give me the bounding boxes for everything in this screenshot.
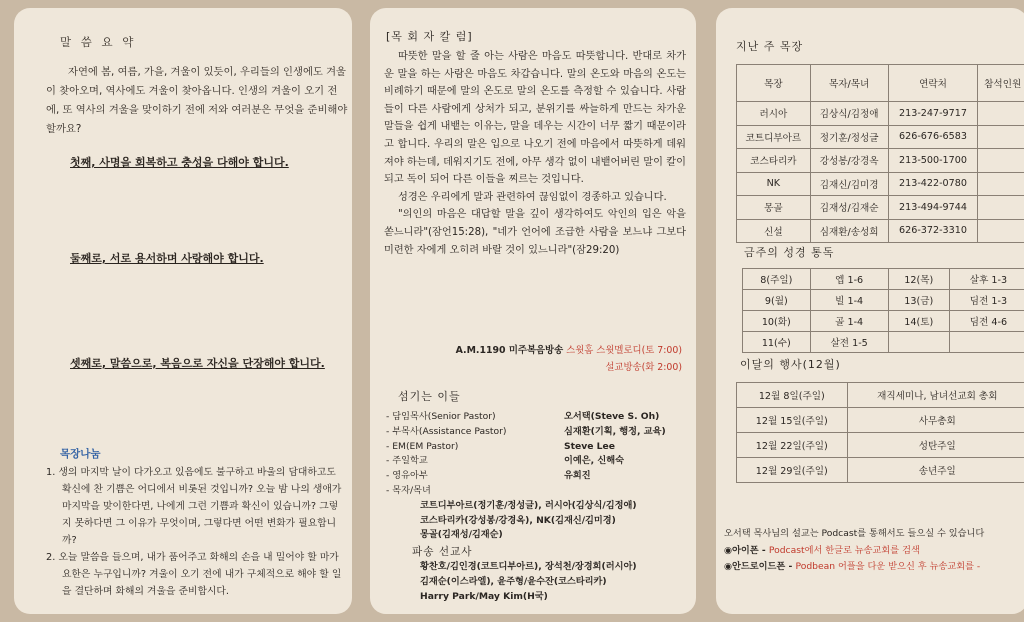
column-paragraph: 따뜻한 말을 할 줄 아는 사람은 마음도 따뜻합니다. 반대로 차가운 말을 하는 사람은 마음도 차갑습니다. 말의 온도와 마음의 온도는 비례하기 때문에 말의 온도로 말의 온도를 측정할 수 있습니다. 사람들이 다른 사람에게 상처가 되고, 분위기를 싸늘하게 만드는 차가운 말들을 쉽게 내뱉는 이유는, 말을 데우는 시간이 너무 짧기 때문이라고 합니다. 우리의 말은 입으로 나오기 전에 마음에서 따뜻하게 데워져야 하는데, 데워지기도 전에, 아무 생각 없이 내뱉어버린 말이 칼이 되고 독이 되어 다른 이들을 찌르는 것입니다. <box>384 51 686 186</box>
table-cell: 골 1-4 <box>810 311 888 332</box>
staff-row <box>386 469 686 484</box>
sermon-point-2: 둘째로, 서로 용서하며 사랑해야 합니다. <box>70 252 264 265</box>
table-row <box>743 269 1024 290</box>
podcast-line: 오서택 목사님의 설교는 Podcast를 통해서도 들으실 수 있습니다 <box>724 528 985 539</box>
list-item: 1. 생의 마지막 날이 다가오고 있음에도 불구하고 바울의 담대하고도 확신에 찬 기쁨은 어디에서 비롯된 것입니까? 오늘 밤 나의 생애가 마지막을 맞이한다면, 나에게 그런 기쁨과 확신이 있습니까? 그렇지 못하다면 그 이유가 무엇이며, 그렇다면 어떤 변화가 필요합니까? <box>46 467 342 546</box>
table-cell: 빌 1-4 <box>810 290 888 311</box>
staff-role: - EM(EM Pastor) <box>386 440 459 452</box>
table-cell: 사무총회 <box>847 408 1024 433</box>
table-cell <box>978 149 1024 173</box>
table-cell: 10(화) <box>743 311 811 332</box>
mokjang-table <box>736 64 1024 243</box>
table-cell <box>978 125 1024 149</box>
missionary-title: 파송 선교사 <box>412 546 473 559</box>
table-cell: 딤전 4-6 <box>949 311 1024 332</box>
table-cell: 몽골 <box>737 196 811 220</box>
staff-role: - 부목사(Assistance Pastor) <box>386 425 507 437</box>
table-row <box>737 408 1024 433</box>
table-cell: 심재환/송성희 <box>810 219 888 243</box>
table-cell <box>978 172 1024 196</box>
table-cell: 13(금) <box>888 290 949 311</box>
column-body <box>384 48 686 259</box>
table-cell: 코트디부아르 <box>737 125 811 149</box>
table-cell: 강성봉/강경옥 <box>810 149 888 173</box>
table-cell: 러시아 <box>737 102 811 126</box>
table-row <box>737 196 1024 220</box>
table-cell: 12월 22일(주일) <box>737 433 848 458</box>
table-cell: 11(수) <box>743 332 811 353</box>
table-cell: 213-494-9744 <box>888 196 978 220</box>
table-cell: 12월 8일(주일) <box>737 383 848 408</box>
table-cell: 14(토) <box>888 311 949 332</box>
shepherd-line: 몽골(김재성/김재순) <box>420 529 503 541</box>
sermon-point-3: 셋째로, 말씀으로, 복음으로 자신을 단장해야 합니다. <box>70 357 325 370</box>
table-row <box>737 102 1024 126</box>
mokjang-sharing-title: 목장나눔 <box>60 448 101 460</box>
table-header-row <box>737 65 1024 102</box>
shepherd-line: 코스타리카(강성봉/강경옥), NK(김재신/김미경) <box>420 514 616 526</box>
column-paragraph: 성경은 우리에게 말과 관련하여 끊임없이 경종하고 있습니다. <box>398 191 667 203</box>
table-cell: 엡 1-6 <box>810 269 888 290</box>
table-cell <box>978 219 1024 243</box>
staff-row <box>386 410 686 425</box>
column-header: 참석인원 <box>978 65 1024 102</box>
column-header: 연락처 <box>888 65 978 102</box>
table-row <box>737 433 1024 458</box>
table-cell: 8(주일) <box>743 269 811 290</box>
bible-reading-title: 금주의 성경 통독 <box>744 246 835 259</box>
column-header: 목장 <box>737 65 811 102</box>
table-row <box>737 458 1024 483</box>
mokjang-sharing-list <box>46 464 346 600</box>
staff-title: 섬기는 이들 <box>398 390 461 403</box>
table-cell: 김재신/김미경 <box>810 172 888 196</box>
podcast-text: Podbean 어플을 다운 받으신 후 뉴송교회를 - <box>795 561 981 572</box>
table-cell: 재직세미나, 남녀선교회 총회 <box>847 383 1024 408</box>
sermon-summary-title: 말 씀 요 약 <box>60 35 137 49</box>
table-cell: 코스타리카 <box>737 149 811 173</box>
list-item: 2. 오늘 말씀을 들으며, 내가 품어주고 화해의 손을 내 밀어야 할 마가요한은 누구입니까? 겨울이 오기 전에 내가 구체적으로 해야 할 일을 결단하며 화해의 겨울을 준비합시다. <box>46 552 342 597</box>
staff-row <box>386 440 686 455</box>
table-row <box>743 332 1024 353</box>
column-paragraph: "의인의 마음은 대답할 말을 깊이 생각하여도 악인의 입은 악을 쏟느니라"(잠언15:28), "네가 언어에 조급한 사람을 보느냐 그보다 미련한 자에게 오히려 바랄 것이 있느니라"(잠29:20) <box>384 209 686 256</box>
staff-name: Steve Lee <box>564 440 615 452</box>
table-cell: 살전 1-5 <box>810 332 888 353</box>
table-cell: 신설 <box>737 219 811 243</box>
staff-name: 이예은, 신해숙 <box>564 455 624 467</box>
table-cell: 김재성/김재순 <box>810 196 888 220</box>
column-header: 목자/목녀 <box>810 65 888 102</box>
table-cell: 12월 15일(주일) <box>737 408 848 433</box>
table-row <box>737 219 1024 243</box>
table-row <box>737 172 1024 196</box>
table-cell: 12월 29일(주일) <box>737 458 848 483</box>
table-cell: 626-372-3310 <box>888 219 978 243</box>
staff-role: - 주일학교 <box>386 455 428 467</box>
podcast-label: ◉안드로이드폰 - <box>724 561 796 572</box>
podcast-line <box>724 543 1024 560</box>
church-info-panel <box>716 8 1024 614</box>
staff-row <box>386 454 686 469</box>
staff-role: - 목자/목녀 <box>386 484 431 496</box>
table-cell: 김상식/김정애 <box>810 102 888 126</box>
podcast-info <box>724 526 1024 576</box>
table-cell: 딤전 1-3 <box>949 290 1024 311</box>
sermon-intro: 자연에 봄, 여름, 가을, 겨울이 있듯이, 우리들의 인생에도 겨울이 찾아오며, 역사에도 겨울이 찾아옵니다. 인생의 겨울이 오기 전에, 또 역사의 겨울을 맞이하기 전에 저와 여러분은 무엇을 준비해야 할까요? <box>46 66 348 135</box>
column-title: [목 회 자 칼 럼] <box>386 30 473 43</box>
table-cell: 살후 1-3 <box>949 269 1024 290</box>
staff-name: 오서택(Steve S. Oh) <box>564 411 660 422</box>
broadcast-station: A.M.1190 미주복음방송 <box>455 345 564 356</box>
table-cell: 213-247-9717 <box>888 102 978 126</box>
missionary-line: Harry Park/May Kim(H국) <box>420 590 548 602</box>
table-cell: 송년주일 <box>847 458 1024 483</box>
table-cell: 9(월) <box>743 290 811 311</box>
staff-list <box>386 410 686 604</box>
table-cell: 성탄주일 <box>847 433 1024 458</box>
missionary-line: 황찬호/김인경(코트디부아르), 장석천/장경희(러시아) <box>420 560 637 572</box>
table-cell: 213-500-1700 <box>888 149 978 173</box>
staff-role: - 담임목사(Senior Pastor) <box>386 411 496 422</box>
table-cell <box>978 102 1024 126</box>
missionary-line: 김재순(이스라엘), 윤주형/윤수잔(코스타리카) <box>420 575 607 587</box>
table-cell <box>949 332 1024 353</box>
table-cell <box>888 332 949 353</box>
table-row <box>737 149 1024 173</box>
events-title: 이달의 행사(12월) <box>740 358 841 371</box>
staff-row <box>386 425 686 440</box>
podcast-line <box>724 559 1024 576</box>
table-row <box>737 383 1024 408</box>
staff-name: 심재환(기획, 행정, 교육) <box>564 425 666 437</box>
table-row <box>743 311 1024 332</box>
sermon-point-1: 첫째, 사명을 회복하고 충성을 다해야 합니다. <box>70 156 289 169</box>
broadcast-info <box>382 342 682 376</box>
events-table <box>736 382 1024 483</box>
bible-reading-table <box>742 268 1024 353</box>
table-cell: NK <box>737 172 811 196</box>
staff-row <box>386 484 686 499</box>
podcast-label: ◉아이폰 - <box>724 544 769 556</box>
table-cell: 626-676-6583 <box>888 125 978 149</box>
sermon-summary-panel <box>14 8 352 614</box>
table-row <box>743 290 1024 311</box>
table-cell: 12(목) <box>888 269 949 290</box>
shepherd-line: 코트디부아르(정기훈/정성글), 러시아(김상식/김정애) <box>420 499 637 511</box>
broadcast-program: 스윗홈 스윗멜로디(토 7:00) <box>566 345 682 356</box>
table-cell <box>978 196 1024 220</box>
pastor-column-panel <box>370 8 696 614</box>
table-cell: 정기훈/정성글 <box>810 125 888 149</box>
broadcast-sermon-time: 설교방송(화 2:00) <box>605 362 682 373</box>
staff-role: - 영유아부 <box>386 470 428 482</box>
table-row <box>737 125 1024 149</box>
table-cell: 213-422-0780 <box>888 172 978 196</box>
mokjang-table-title: 지난 주 목장 <box>736 40 804 53</box>
podcast-text: Podcast에서 한글로 뉴송교회를 검색 <box>768 544 920 556</box>
staff-name: 유희진 <box>564 470 591 482</box>
